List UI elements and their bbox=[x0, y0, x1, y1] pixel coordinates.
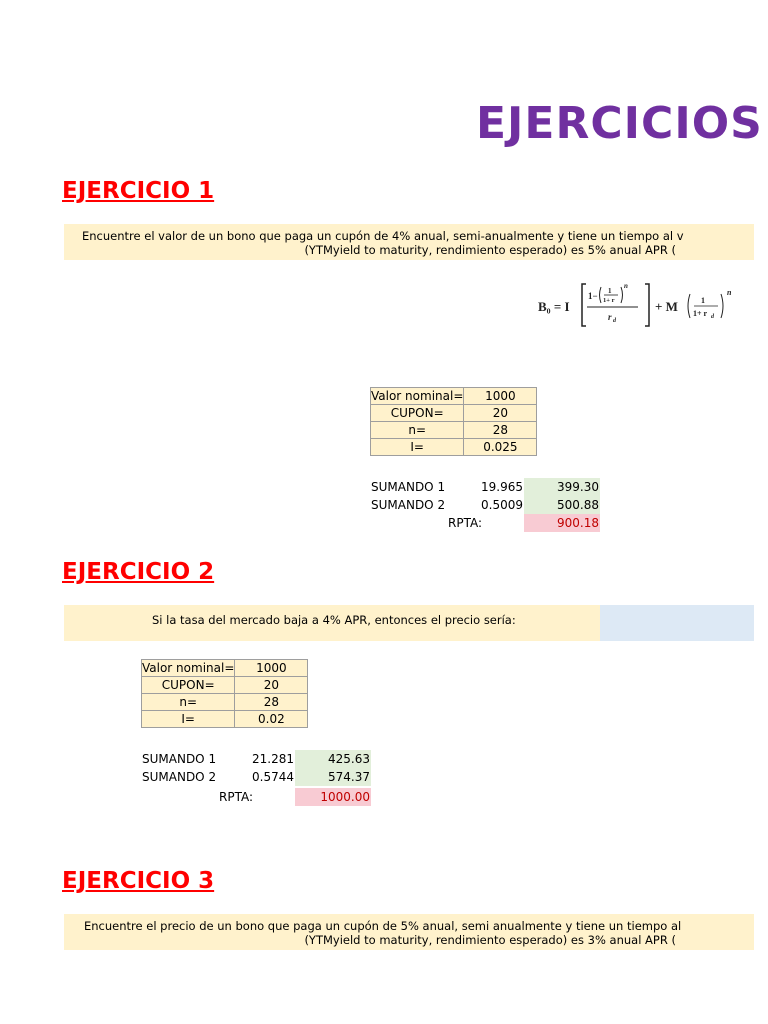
param-row bbox=[371, 388, 537, 405]
sumando-1-value: 425.63 bbox=[295, 750, 371, 768]
sumando-2-factor: 0.5009 bbox=[481, 498, 523, 512]
param-row bbox=[142, 711, 308, 728]
svg-text:1+ r: 1+ r bbox=[603, 297, 615, 304]
param-label: Valor nominal= bbox=[371, 389, 464, 403]
svg-text:1: 1 bbox=[608, 287, 612, 295]
param-row bbox=[371, 405, 537, 422]
param-value: 28 bbox=[464, 422, 537, 439]
param-value: 1000 bbox=[464, 388, 537, 405]
param-label: n= bbox=[371, 422, 464, 439]
param-value: 20 bbox=[235, 677, 308, 694]
ejercicio-3-statement-line-2: (YTMyield to maturity, rendimiento esperado) es 3% anual APR ( bbox=[304, 933, 676, 947]
ejercicio-1-statement-line-2: (YTMyield to maturity, rendimiento esperado) es 5% anual APR ( bbox=[304, 243, 676, 257]
ejercicio-1-statement-line-1: Encuentre el valor de un bono que paga un cupón de 4% anual, semi-anualmente y tiene un tiempo al v bbox=[82, 229, 684, 243]
ejercicio-1-params-table bbox=[370, 387, 537, 456]
ejercicio-1-title: EJERCICIO 1 bbox=[62, 178, 215, 204]
param-label: Valor nominal= bbox=[142, 661, 235, 675]
sumando-2-label: SUMANDO 2 bbox=[371, 498, 446, 512]
sumando-1-label: SUMANDO 1 bbox=[142, 752, 217, 766]
param-value: 0.025 bbox=[464, 439, 537, 456]
ejercicio-3-title: EJERCICIO 3 bbox=[62, 868, 215, 894]
param-row bbox=[142, 660, 308, 677]
rpta-value: 900.18 bbox=[524, 514, 600, 532]
sumando-2-factor: 0.5744 bbox=[252, 770, 294, 784]
svg-text:1: 1 bbox=[701, 296, 705, 305]
param-value: 0.02 bbox=[235, 711, 308, 728]
param-row bbox=[142, 694, 308, 711]
param-row bbox=[371, 422, 537, 439]
ejercicio-2-params-table bbox=[141, 659, 308, 728]
sumando-2-value: 574.37 bbox=[295, 768, 371, 786]
svg-text:1+ r: 1+ r bbox=[693, 309, 708, 318]
ejercicio-2-statement bbox=[64, 605, 600, 641]
answer-cell bbox=[600, 605, 754, 641]
svg-text:+ M: + M bbox=[655, 299, 678, 314]
sumando-1-factor: 21.281 bbox=[252, 752, 294, 766]
ejercicio-2-statement-text: Si la tasa del mercado baja a 4% APR, entonces el precio sería: bbox=[152, 613, 516, 627]
param-label: n= bbox=[142, 694, 235, 711]
sumando-1-value: 399.30 bbox=[524, 478, 600, 496]
sumando-2-label: SUMANDO 2 bbox=[142, 770, 217, 784]
sumando-1-label: SUMANDO 1 bbox=[371, 480, 446, 494]
ejercicio-3-statement-line-1: Encuentre el precio de un bono que paga un cupón de 5% anual, semi anualmente y tiene un tiempo al bbox=[84, 919, 682, 933]
sumando-1-factor: 19.965 bbox=[481, 480, 523, 494]
svg-text:1−: 1− bbox=[588, 291, 598, 301]
svg-text:r: r bbox=[608, 312, 612, 322]
rpta-label: RPTA: bbox=[448, 516, 483, 530]
param-value: 20 bbox=[464, 405, 537, 422]
param-value: 28 bbox=[235, 694, 308, 711]
param-label: CUPON= bbox=[142, 677, 235, 694]
ejercicio-2-title: EJERCICIO 2 bbox=[62, 559, 215, 585]
svg-text:n: n bbox=[624, 282, 628, 290]
ejercicio-1-statement bbox=[64, 224, 754, 260]
param-label: I= bbox=[371, 439, 464, 456]
svg-text:d: d bbox=[711, 314, 714, 320]
param-label: CUPON= bbox=[371, 405, 464, 422]
rpta-value: 1000.00 bbox=[295, 788, 371, 806]
rpta-label: RPTA: bbox=[219, 790, 254, 804]
param-row bbox=[371, 439, 537, 456]
page-title: EJERCICIOS bbox=[476, 98, 763, 149]
param-value: 1000 bbox=[235, 660, 308, 677]
param-row bbox=[142, 677, 308, 694]
svg-text:B₀ = I: B₀ = I bbox=[538, 299, 570, 314]
sumando-2-value: 500.88 bbox=[524, 496, 600, 514]
svg-text:n: n bbox=[727, 288, 732, 297]
bond-price-formula bbox=[528, 278, 752, 332]
svg-text:d: d bbox=[613, 318, 616, 324]
ejercicio-3-statement bbox=[64, 914, 754, 950]
param-label: I= bbox=[142, 711, 235, 728]
